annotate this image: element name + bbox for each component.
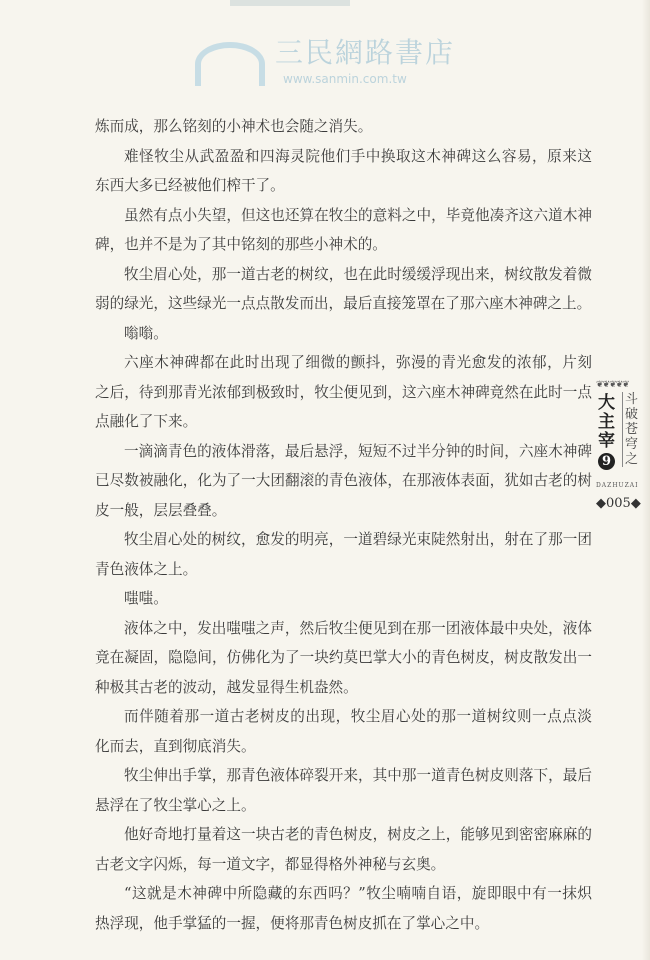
ornament-top: ❦❦❦❦❦	[596, 380, 629, 390]
text-line: 竟在凝固，隐隐间，仿佛化为了一块约莫巴掌大小的青色树皮，树皮散发出一	[95, 649, 592, 666]
text-line: 点融化了下来。	[95, 413, 198, 430]
text-line: 东西大多已经被他们榨干了。	[95, 177, 285, 194]
page-number: ◆005◆	[596, 496, 641, 511]
top-edge-mark	[230, 0, 350, 6]
text-line: 已尽数被融化，化为了一大团翻滚的青色液体，在那液体表面，犹如古老的树	[95, 472, 592, 489]
text-line: 牧尘伸出手掌，那青色液体碎裂开来，其中那一道青色树皮则落下，最后	[124, 767, 592, 784]
watermark-name: 三民網路書店	[275, 36, 456, 69]
text-line: 碑，也并不是为了其中铭刻的那些小神术的。	[95, 236, 387, 253]
watermark-logo-icon	[195, 42, 265, 86]
watermark	[195, 36, 456, 90]
text-line: 难怪牧尘从武盈盈和四海灵院他们手中换取这木神碑这么容易，原来这	[124, 147, 592, 165]
text-line: 古老文字闪烁，每一道文字，都显得格外神秘与玄奥。	[95, 855, 446, 873]
book-series-title: 斗破苍穹之	[622, 392, 641, 467]
side-tab	[596, 380, 650, 540]
text-line: 种极其古老的波动，越发显得生机盎然。	[95, 678, 358, 696]
text-line: 热浮现，他手掌猛的一握，便将那青色树皮抓在了掌心之中。	[95, 914, 490, 932]
text-line: “这就是木神碑中所隐藏的东西吗？”牧尘喃喃自语，旋即眼中有一抹炽	[124, 885, 592, 902]
page-number-text: 005	[606, 496, 631, 511]
ornament-bottom: DAZHUZAI	[596, 482, 639, 489]
book-main-title	[598, 394, 618, 470]
text-line: 之后，待到那青光浓郁到极致时，牧尘便见到，这六座木神碑竟然在此时一点	[95, 383, 592, 401]
text-line: 一滴滴青色的液体滑落，最后悬浮，短短不过半分钟的时间，六座木神碑	[124, 442, 592, 460]
text-line: 他好奇地打量着这一块古老的青色树皮，树皮之上，能够见到密密麻麻的	[124, 826, 592, 843]
main-title-text: 大主宰	[598, 393, 615, 451]
text-line: 青色液体之上。	[95, 560, 198, 578]
text-line: 悬浮在了牧尘掌心之上。	[95, 796, 256, 814]
text-line: 化而去，直到彻底消失。	[95, 737, 256, 755]
text-line: 六座木神碑都在此时出现了细微的颤抖，弥漫的青光愈发的浓郁，片刻	[124, 354, 592, 371]
watermark-url: www.sanmin.com.tw	[283, 72, 407, 86]
text-line: 液体之中，发出嗤嗤之声，然后牧尘便见到在那一团液体最中央处，液体	[124, 619, 592, 637]
text-line: 虽然有点小失望，但这也还算在牧尘的意料之中，毕竟他凑齐这六道木神	[124, 206, 592, 224]
body-text	[95, 116, 592, 942]
text-line: 炼而成，那么铭刻的小神术也会随之消失。	[95, 118, 373, 135]
text-line: 牧尘眉心处，那一道古老的树纹，也在此时缓缓浮现出来，树纹散发着微	[124, 265, 592, 283]
text-line: 弱的绿光，这些绿光一点点散发而出，最后直接笼罩在了那六座木神碑之上。	[95, 295, 592, 312]
text-line: 牧尘眉心处的树纹，愈发的明亮，一道碧绿光束陡然射出，射在了那一团	[124, 531, 592, 548]
text-line: 嗤嗤。	[124, 590, 168, 607]
text-line: 嗡嗡。	[124, 324, 168, 342]
volume-badge: 9	[598, 453, 615, 470]
text-line: 而伴随着那一道古老树皮的出现，牧尘眉心处的那一道树纹则一点点淡	[124, 708, 592, 725]
text-line: 皮一般，层层叠叠。	[95, 501, 227, 519]
